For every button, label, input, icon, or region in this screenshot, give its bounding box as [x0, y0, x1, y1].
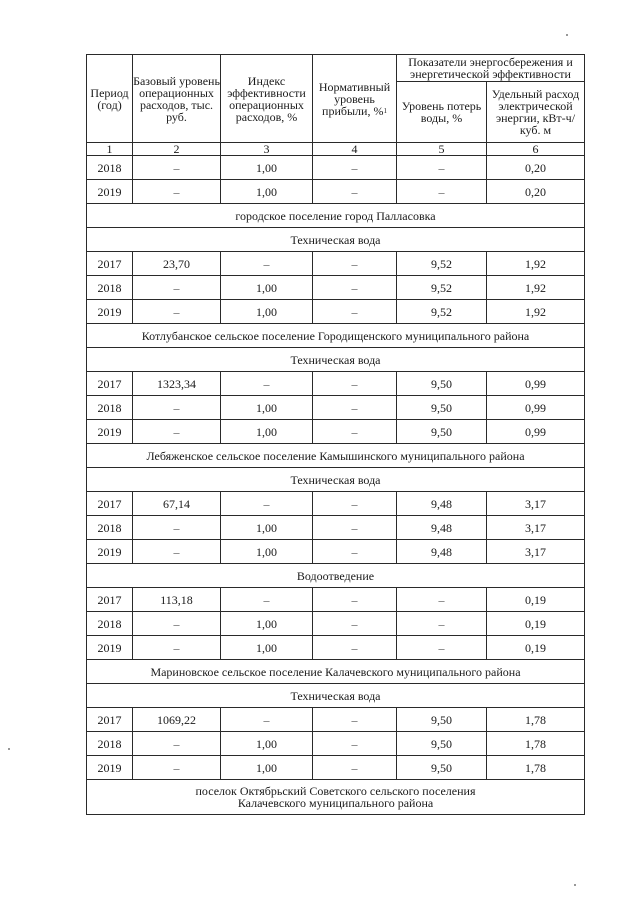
base-level-cell: 113,18 [133, 588, 221, 612]
base-level-cell: – [133, 612, 221, 636]
header-base-level: Базовый уровень операционных расходов, тыс. руб. [133, 55, 221, 143]
base-level-cell: – [133, 156, 221, 180]
year-cell: 2017 [87, 492, 133, 516]
year-cell: 2017 [87, 708, 133, 732]
year-cell: 2018 [87, 276, 133, 300]
section-title: Мариновское сельское поселение Калачевского муниципального района [87, 660, 585, 684]
year-cell: 2019 [87, 180, 133, 204]
specific-energy-cell: 1,92 [487, 300, 585, 324]
base-level-cell: 23,70 [133, 252, 221, 276]
specific-energy-cell: 1,78 [487, 708, 585, 732]
specific-energy-cell: 1,78 [487, 756, 585, 780]
efficiency-index-cell: 1,00 [221, 516, 313, 540]
water-loss-cell: – [397, 588, 487, 612]
specific-energy-cell: 0,20 [487, 156, 585, 180]
efficiency-index-cell: 1,00 [221, 756, 313, 780]
profit-level-cell: – [313, 156, 397, 180]
base-level-cell: – [133, 300, 221, 324]
table-row [87, 492, 585, 516]
section-row [87, 348, 585, 372]
header-specific-energy: Удельный расход электрической энергии, кВт-ч/ куб. м [487, 82, 585, 143]
base-level-cell: – [133, 516, 221, 540]
section-row [87, 444, 585, 468]
table-row [87, 588, 585, 612]
scan-speck [566, 34, 568, 36]
efficiency-index-cell: 1,00 [221, 156, 313, 180]
specific-energy-cell: 1,92 [487, 276, 585, 300]
profit-level-cell: – [313, 252, 397, 276]
specific-energy-cell: 0,19 [487, 588, 585, 612]
water-loss-cell: 9,48 [397, 540, 487, 564]
section-row [87, 564, 585, 588]
section-row [87, 780, 585, 815]
header-profit-level [313, 55, 397, 143]
section-title: Техническая вода [87, 348, 585, 372]
specific-energy-cell: 0,19 [487, 612, 585, 636]
column-number: 4 [313, 143, 397, 156]
column-number: 6 [487, 143, 585, 156]
profit-level-cell: – [313, 612, 397, 636]
table-body [87, 156, 585, 815]
profit-level-cell: – [313, 756, 397, 780]
year-cell: 2018 [87, 156, 133, 180]
table-row [87, 156, 585, 180]
efficiency-index-cell: 1,00 [221, 300, 313, 324]
efficiency-index-cell: 1,00 [221, 636, 313, 660]
year-cell: 2017 [87, 252, 133, 276]
table-row [87, 372, 585, 396]
efficiency-index-cell: 1,00 [221, 420, 313, 444]
section-title: Техническая вода [87, 684, 585, 708]
year-cell: 2018 [87, 516, 133, 540]
table-row [87, 420, 585, 444]
water-loss-cell: 9,50 [397, 396, 487, 420]
specific-energy-cell: 3,17 [487, 492, 585, 516]
section-row [87, 468, 585, 492]
section-title: Водоотведение [87, 564, 585, 588]
specific-energy-cell: 0,19 [487, 636, 585, 660]
water-loss-cell: 9,50 [397, 708, 487, 732]
header-profit-level-text: Нормативный уровень прибыли, % [318, 79, 391, 118]
profit-level-cell: – [313, 276, 397, 300]
efficiency-index-cell: 1,00 [221, 612, 313, 636]
profit-level-cell: – [313, 540, 397, 564]
year-cell: 2019 [87, 300, 133, 324]
water-loss-cell: 9,52 [397, 252, 487, 276]
specific-energy-cell: 3,17 [487, 516, 585, 540]
column-number: 5 [397, 143, 487, 156]
header-profit-footnote: 1 [383, 106, 387, 115]
year-cell: 2018 [87, 396, 133, 420]
base-level-cell: – [133, 396, 221, 420]
section-row [87, 204, 585, 228]
section-row [87, 228, 585, 252]
profit-level-cell: – [313, 420, 397, 444]
section-title: Техническая вода [87, 228, 585, 252]
column-number: 1 [87, 143, 133, 156]
water-loss-cell: – [397, 612, 487, 636]
profit-level-cell: – [313, 372, 397, 396]
column-number: 3 [221, 143, 313, 156]
efficiency-index-cell: – [221, 492, 313, 516]
base-level-cell: – [133, 756, 221, 780]
scan-speck [8, 748, 10, 750]
base-level-cell: – [133, 732, 221, 756]
table-row [87, 612, 585, 636]
profit-level-cell: – [313, 492, 397, 516]
profit-level-cell: – [313, 588, 397, 612]
specific-energy-cell: 0,99 [487, 420, 585, 444]
section-title: Лебяженское сельское поселение Камышинского муниципального района [87, 444, 585, 468]
efficiency-index-cell: – [221, 588, 313, 612]
table-row [87, 636, 585, 660]
table-row [87, 300, 585, 324]
table-row [87, 396, 585, 420]
tariff-table [86, 54, 585, 815]
column-number: 2 [133, 143, 221, 156]
efficiency-index-cell: 1,00 [221, 540, 313, 564]
table-row [87, 732, 585, 756]
header-efficiency-index: Индекс эффективности операционных расходов, % [221, 55, 313, 143]
year-cell: 2018 [87, 732, 133, 756]
header-energy-group: Показатели энергосбережения и энергетической эффективности [397, 55, 585, 82]
table-row [87, 708, 585, 732]
section-title: городское поселение город Палласовка [87, 204, 585, 228]
profit-level-cell: – [313, 732, 397, 756]
section-title: поселок Октябрьский Советского сельского поселения Калачевского муниципального района [87, 780, 585, 815]
base-level-cell: – [133, 420, 221, 444]
base-level-cell: – [133, 636, 221, 660]
section-row [87, 324, 585, 348]
specific-energy-cell: 0,20 [487, 180, 585, 204]
year-cell: 2018 [87, 612, 133, 636]
year-cell: 2019 [87, 540, 133, 564]
column-numbers-row [87, 143, 585, 156]
year-cell: 2019 [87, 636, 133, 660]
profit-level-cell: – [313, 636, 397, 660]
specific-energy-cell: 3,17 [487, 540, 585, 564]
scan-speck [574, 884, 576, 886]
efficiency-index-cell: 1,00 [221, 180, 313, 204]
specific-energy-cell: 0,99 [487, 372, 585, 396]
header-water-loss: Уровень потерь воды, % [397, 82, 487, 143]
section-title: Котлубанское сельское поселение Городищенского муниципального района [87, 324, 585, 348]
table-row [87, 180, 585, 204]
water-loss-cell: 9,48 [397, 492, 487, 516]
specific-energy-cell: 1,92 [487, 252, 585, 276]
efficiency-index-cell: 1,00 [221, 276, 313, 300]
profit-level-cell: – [313, 300, 397, 324]
base-level-cell: 1069,22 [133, 708, 221, 732]
year-cell: 2017 [87, 588, 133, 612]
efficiency-index-cell: – [221, 372, 313, 396]
efficiency-index-cell: 1,00 [221, 396, 313, 420]
water-loss-cell: 9,50 [397, 372, 487, 396]
water-loss-cell: – [397, 180, 487, 204]
table-row [87, 276, 585, 300]
year-cell: 2019 [87, 756, 133, 780]
water-loss-cell: 9,52 [397, 276, 487, 300]
section-title: Техническая вода [87, 468, 585, 492]
water-loss-cell: 9,48 [397, 516, 487, 540]
water-loss-cell: 9,50 [397, 732, 487, 756]
table-row [87, 252, 585, 276]
table-row [87, 756, 585, 780]
table-row [87, 540, 585, 564]
header-period: Период (год) [87, 55, 133, 143]
specific-energy-cell: 0,99 [487, 396, 585, 420]
base-level-cell: 67,14 [133, 492, 221, 516]
water-loss-cell: 9,52 [397, 300, 487, 324]
base-level-cell: – [133, 540, 221, 564]
profit-level-cell: – [313, 708, 397, 732]
profit-level-cell: – [313, 396, 397, 420]
base-level-cell: – [133, 180, 221, 204]
base-level-cell: 1323,34 [133, 372, 221, 396]
profit-level-cell: – [313, 180, 397, 204]
specific-energy-cell: 1,78 [487, 732, 585, 756]
water-loss-cell: 9,50 [397, 420, 487, 444]
efficiency-index-cell: 1,00 [221, 732, 313, 756]
water-loss-cell: 9,50 [397, 756, 487, 780]
section-row [87, 660, 585, 684]
water-loss-cell: – [397, 156, 487, 180]
section-row [87, 684, 585, 708]
base-level-cell: – [133, 276, 221, 300]
year-cell: 2017 [87, 372, 133, 396]
year-cell: 2019 [87, 420, 133, 444]
water-loss-cell: – [397, 636, 487, 660]
efficiency-index-cell: – [221, 252, 313, 276]
profit-level-cell: – [313, 516, 397, 540]
efficiency-index-cell: – [221, 708, 313, 732]
table-row [87, 516, 585, 540]
